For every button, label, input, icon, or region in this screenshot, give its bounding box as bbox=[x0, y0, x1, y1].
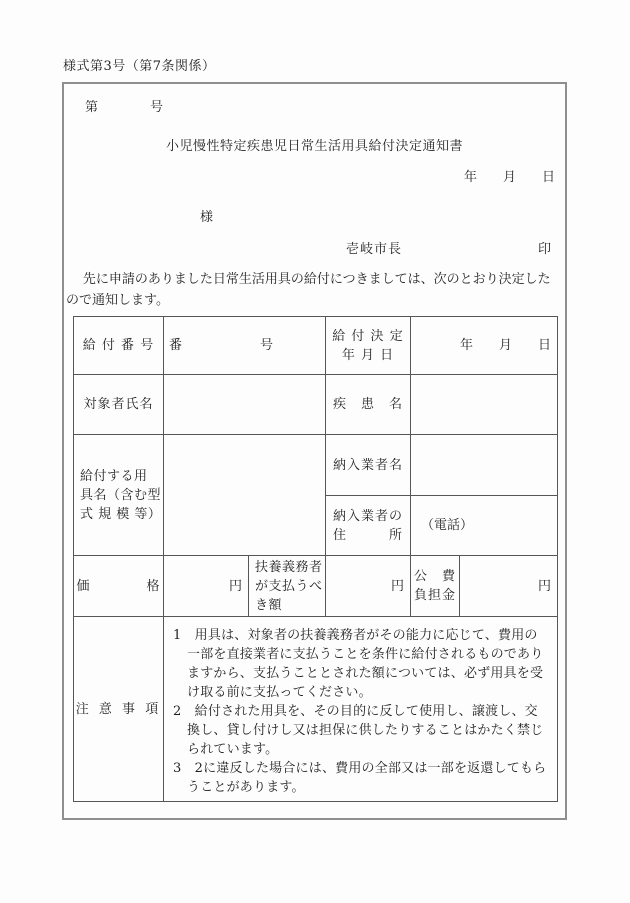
dependent-payment-value-cell: 円 bbox=[326, 556, 411, 617]
form-number-label: 様式第3号（第7条関係） bbox=[63, 59, 216, 74]
issuer-name: 壱岐市長 bbox=[346, 242, 403, 257]
addressee-line: 様 bbox=[200, 210, 214, 225]
supply-item-label-line3: 式 規 模 等） bbox=[80, 506, 162, 522]
decision-date-label-line1: 給 付 決 定 bbox=[332, 328, 404, 344]
notes-content-cell bbox=[164, 617, 558, 802]
supplier-name-label-cell: 納入業者名 bbox=[326, 435, 411, 496]
supplier-address-label-line1: 納入業者の bbox=[332, 508, 403, 524]
notice-form-frame bbox=[62, 82, 567, 820]
form-title: 小児慢性特定疾患児日常生活用具給付決定通知書 bbox=[165, 139, 463, 154]
note-item-3: 3 2に違反した場合には、費用の全部又は一部を返還してもらうことがあります。 bbox=[173, 761, 547, 795]
supplier-address-label-line2: 住 所 bbox=[332, 527, 403, 543]
supplier-address-value-cell: （電話） bbox=[411, 496, 558, 556]
dependent-payment-label-line3: き額 bbox=[255, 597, 283, 613]
issuer-line bbox=[64, 238, 565, 257]
public-expense-value-cell: 円 bbox=[460, 556, 558, 617]
seal-mark: 印 bbox=[537, 242, 551, 257]
decision-date-label-line2: 年 月 日 bbox=[341, 347, 395, 363]
notes-label-cell: 注 意 事 項 bbox=[74, 617, 164, 802]
dependent-payment-label-line1: 扶養義務者 bbox=[255, 559, 323, 575]
issue-date-line: 年 月 日 bbox=[463, 170, 555, 185]
public-expense-label-line2: 負担金 bbox=[413, 588, 456, 603]
notice-paragraph bbox=[66, 269, 561, 311]
notice-paragraph-line2: ので通知します。 bbox=[66, 293, 169, 308]
benefit-number-label-cell: 給 付 番 号 bbox=[74, 317, 164, 375]
supply-item-label-line2: 具名（含む型 bbox=[80, 487, 162, 503]
price-label-cell: 価 格 bbox=[74, 556, 164, 617]
decision-date-label-cell bbox=[326, 317, 411, 375]
benefit-number-value-cell: 番 号 bbox=[164, 317, 326, 375]
recipient-name-label-cell: 対象者氏名 bbox=[74, 375, 164, 435]
supplier-address-label-cell bbox=[326, 496, 411, 556]
recipient-name-value-cell bbox=[164, 375, 326, 435]
note-item-2: 2 給付された用具を、その目的に反して使用し、譲渡し、交換し、貸し付けし又は担保に供したりすることはかたく禁じられています。 bbox=[173, 704, 544, 757]
supplier-name-value-cell bbox=[411, 435, 558, 496]
decision-date-value-cell: 年 月 日 bbox=[411, 317, 558, 375]
public-expense-label-cell bbox=[411, 556, 460, 617]
note-item-1: 1 用具は、対象者の扶養義務者がその能力に応じて、費用の一部を直接業者に支払うことを条件に給付されるものでありますから、支払うこととされた額については、必ず用具を受け取る前に支払ってください。 bbox=[173, 628, 544, 700]
supply-item-label-line1: 給付する用 bbox=[80, 468, 148, 484]
disease-name-label-cell: 疾 患 名 bbox=[326, 375, 411, 435]
supply-item-label-cell bbox=[74, 435, 164, 556]
benefit-decision-table bbox=[73, 316, 558, 802]
notice-paragraph-line1: 先に申請のありました日常生活用具の給付につきましては、次のとおり決定した bbox=[82, 272, 551, 287]
dependent-payment-label-line2: が支払うべ bbox=[255, 578, 323, 594]
price-value-cell: 円 bbox=[164, 556, 249, 617]
dependent-payment-label-cell bbox=[249, 556, 326, 617]
disease-name-value-cell bbox=[411, 375, 558, 435]
public-expense-label-line1: 公 費 bbox=[413, 569, 456, 584]
supply-item-value-cell bbox=[164, 435, 326, 556]
document-number: 第 号 bbox=[85, 100, 164, 115]
